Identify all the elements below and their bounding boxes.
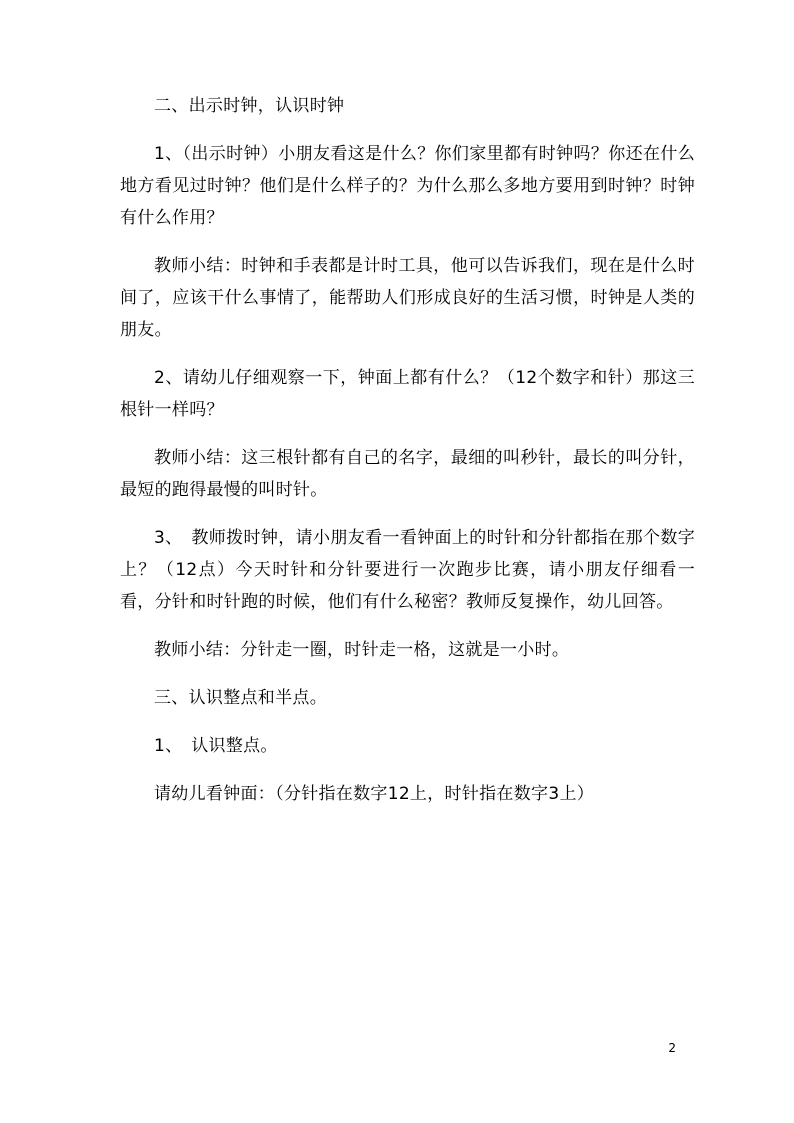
paragraph: 3、 教师拨时钟，请小朋友看一看钟面上的时针和分针都指在那个数字上？（12点）今天时针和分针要进行一次跑步比赛，请小朋友仔细看一看，分针和时针跑的时候，他们有什么秘密？教师反复操作，幼儿回答。 — [120, 528, 695, 612]
paragraph: 1、（出示时钟）小朋友看这是什么？你们家里都有时钟吗？你还在什么地方看见过时钟？他们是什么样子的？为什么那么多地方要用到时钟？时钟有什么作用？ — [120, 144, 695, 228]
paragraph: 请幼儿看钟面：（分针指在数字12上，时针指在数字3上） — [154, 784, 595, 804]
paragraph: 教师小结：时钟和手表都是计时工具，他可以告诉我们，现在是什么时间了，应该干什么事情了，能帮助人们形成良好的生活习惯，时钟是人类的朋友。 — [120, 256, 695, 340]
paragraph: 1、 认识整点。 — [154, 736, 278, 756]
section-heading-2: 二、出示时钟，认识时钟 — [154, 96, 345, 116]
section-heading-3: 三、认识整点和半点。 — [154, 688, 327, 708]
paragraph: 教师小结：这三根针都有自己的名字，最细的叫秒针，最长的叫分针，最短的跑得最慢的叫时针。 — [120, 448, 695, 500]
paragraph: 教师小结：分针走一圈，时针走一格，这就是一小时。 — [154, 640, 570, 660]
paragraph: 2、请幼儿仔细观察一下，钟面上都有什么？（12个数字和针）那这三根针一样吗？ — [120, 368, 695, 420]
document-body — [120, 90, 695, 826]
page-number: 2 — [668, 1041, 676, 1055]
